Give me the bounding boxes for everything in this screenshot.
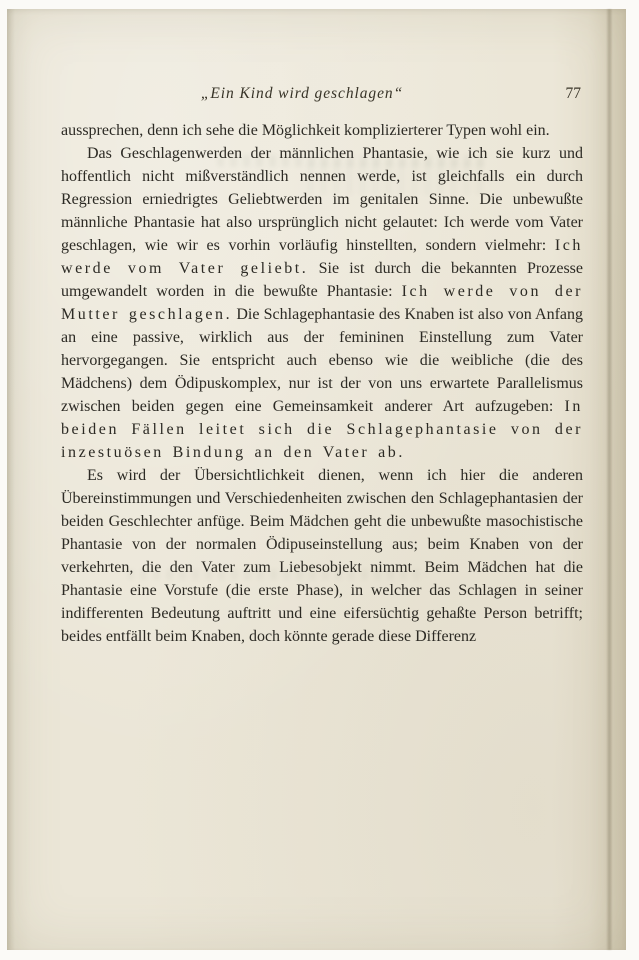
- text-segment: Das Geschlagenwerden der männlichen Phantasie, wie ich sie kurz und hoffentlich nicht mißverständlich nennen werde, ist gleichfalls ein durch Regression erniedrigtes Geliebtwerden im genitalen Sinne. Die unbewußte männliche Phantasie hat also ursprünglich nicht gelautet: Ich werde vom Vater geschlagen, wie wir es vorhin vorläufig hinstellten, sondern vielmehr:: [61, 145, 583, 254]
- emphasized-text: Ich werde von der Mutter geschlagen.: [61, 283, 584, 323]
- emphasized-text: Ich werde vom Vater geliebt.: [61, 237, 583, 277]
- text-segment: Die Schlagephantasie des Knaben ist also von Anfang an eine passive, wirklich aus der femininen Einstellung zum Vater hervorgegangen. Sie entspricht auch ebenso wie die weibliche (die des Mädchens) dem Ödipuskomplex, nur ist der von uns erwartete Parallelismus zwischen beiden gegen eine Gemeinsamkeit anderer Art aufzugeben:: [61, 306, 584, 415]
- page-number: 77: [565, 85, 581, 102]
- running-header: [61, 85, 583, 107]
- emphasized-text: In beiden Fällen leitet sich die Schlagephantasie von der inzestuösen Bindung an den Vater ab.: [61, 398, 583, 461]
- paragraph: [61, 142, 583, 464]
- running-header-title: „Ein Kind wird geschlagen“: [200, 85, 404, 102]
- gutter-shadow: [7, 9, 15, 950]
- body-text: [61, 119, 583, 648]
- page-edge-shadow: [606, 9, 612, 950]
- text-segment: Sie ist durch die bekannten Prozesse umgewandelt worden in die bewußte Phantasie:: [61, 260, 583, 300]
- paper-page: [7, 9, 626, 950]
- text-segment: Es wird der Übersichtlichkeit dienen, wenn ich hier die anderen Übereinstimmungen und Verschiedenheiten zwischen den Schlagephantasien der beiden Geschlechter anfüge. Beim Mädchen geht die unbewußte masochistische Phantasie von der normalen Ödipuseinstellung aus; beim Knaben von der verkehrten, die den Vater zum Liebesobjekt nimmt. Beim Mädchen hat die Phantasie eine Vorstufe (die erste Phase), in welcher das Schlagen in seiner indifferenten Bedeutung auftritt und eine eifersüchtig gehaßte Person betrifft; beides entfällt beim Knaben, doch könnte gerade diese Differenz: [61, 467, 583, 645]
- paragraph: [61, 464, 583, 648]
- text-segment: aussprechen, denn ich sehe die Möglichkeit komplizierterer Typen wohl ein.: [61, 122, 550, 139]
- paragraph: [61, 119, 583, 142]
